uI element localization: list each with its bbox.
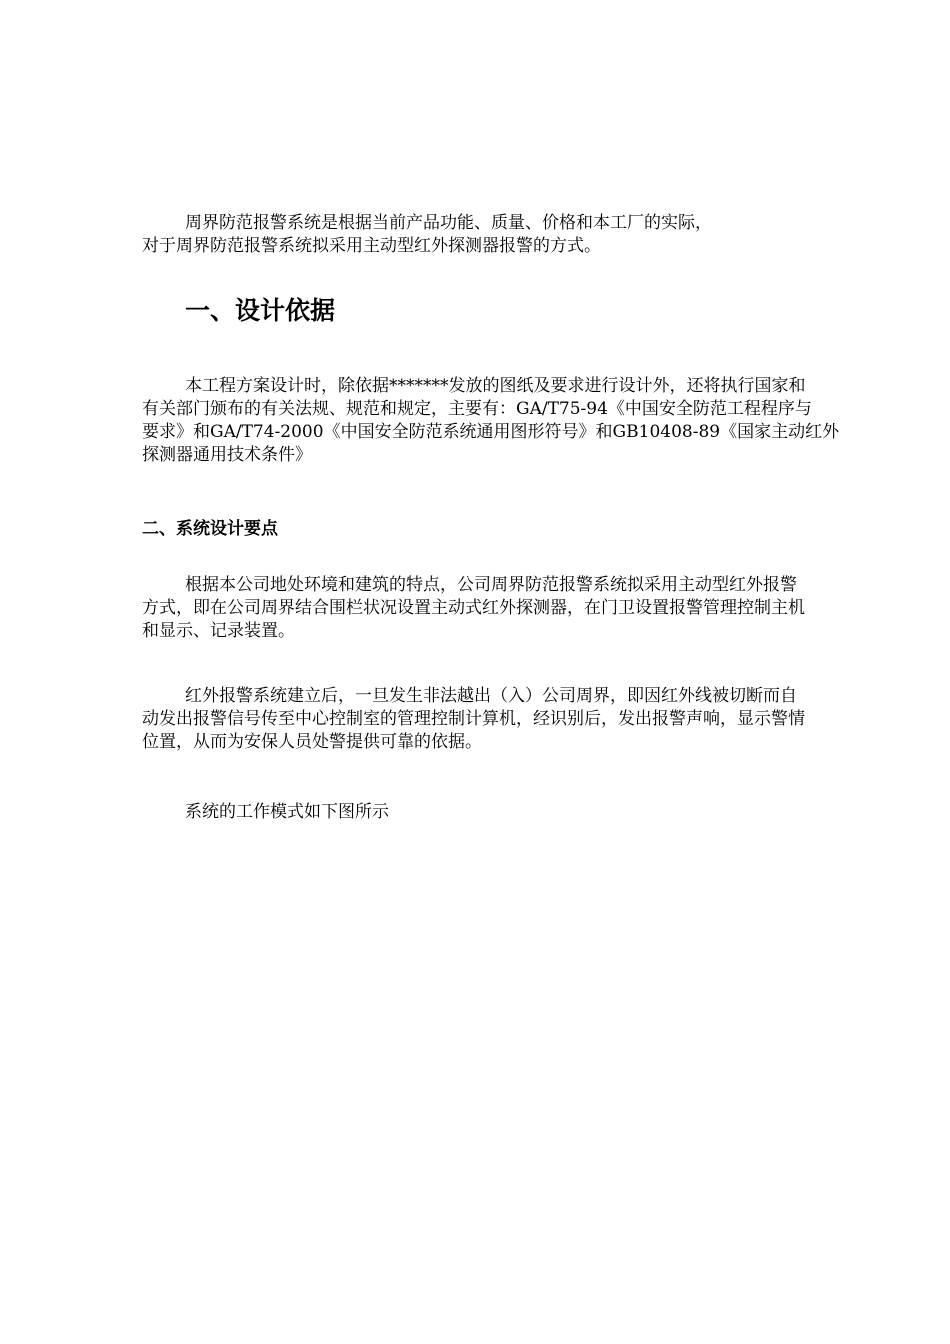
section1-line-4: 探测器通用技术条件》	[142, 445, 312, 465]
section2-paragraph-3	[142, 801, 892, 824]
section2-heading: 二、系统设计要点	[142, 519, 278, 539]
intro-line-1: 周界防范报警系统是根据当前产品功能、质量、价格和本工厂的实际，	[185, 213, 712, 233]
section2-paragraph-1	[142, 574, 892, 643]
section2-p2-line-1: 红外报警系统建立后，一旦发生非法越出（入）公司周界，即因红外线被切断而自	[185, 686, 797, 706]
section1-paragraph	[142, 375, 892, 467]
section2-p2-line-3: 位置，从而为安保人员处警提供可靠的依据。	[142, 732, 482, 752]
section1-line-1: 本工程方案设计时，除依据*******发放的图纸及要求进行设计外，还将执行国家和	[185, 376, 806, 396]
section1-line-3: 要求》和GA/T74-2000《中国安全防范系统通用图形符号》和GB10408-89《国家主动红外	[142, 422, 840, 442]
section2-p1-line-3: 和显示、记录装置。	[142, 621, 295, 641]
intro-paragraph	[142, 212, 892, 258]
intro-line-2: 对于周界防范报警系统拟采用主动型红外探测器报警的方式。	[142, 236, 601, 256]
section2-paragraph-2	[142, 685, 892, 754]
section2-p1-line-1: 根据本公司地处环境和建筑的特点，公司周界防范报警系统拟采用主动型红外报警	[185, 575, 797, 595]
section2-p3-line-1: 系统的工作模式如下图所示	[185, 802, 389, 822]
section1-heading: 一、设计依据	[185, 296, 336, 325]
section2-p2-line-2: 动发出报警信号传至中心控制室的管理控制计算机，经识别后，发出报警声响，显示警情	[142, 709, 805, 729]
section2-p1-line-2: 方式，即在公司周界结合围栏状况设置主动式红外探测器，在门卫设置报警管理控制主机	[142, 598, 805, 618]
section1-line-2: 有关部门颁布的有关法规、规范和规定，主要有：GA/T75-94《中国安全防范工程程序与	[142, 399, 812, 419]
